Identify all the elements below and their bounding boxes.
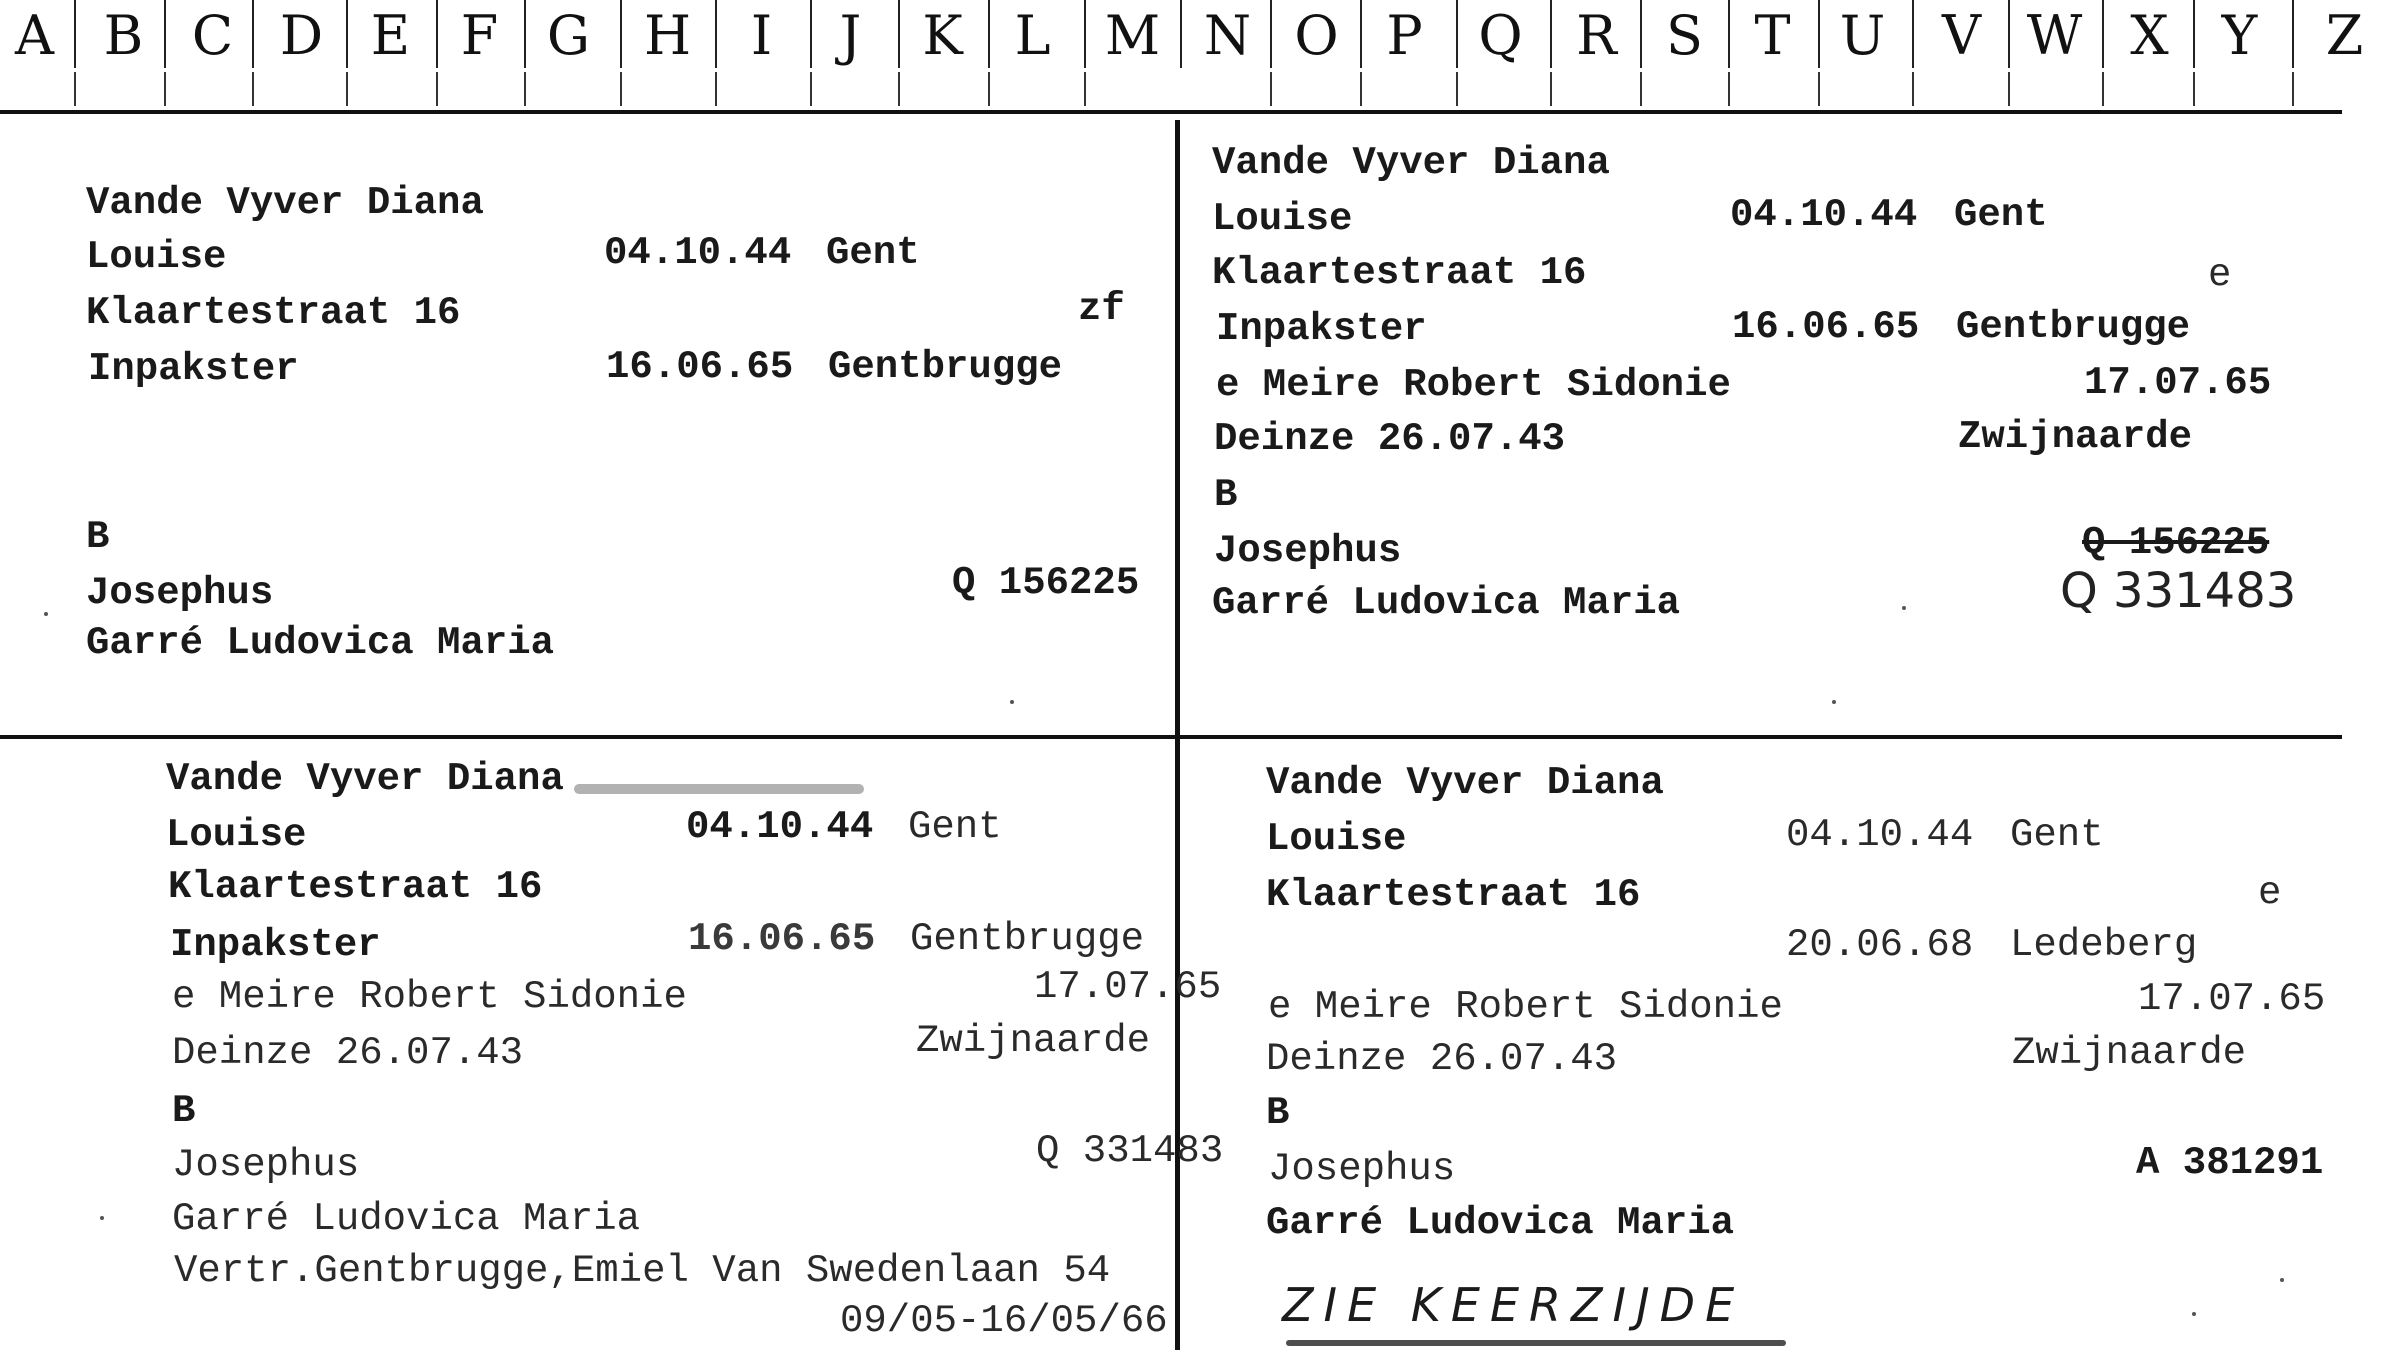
card-birth-place: Gent [908, 805, 1002, 849]
index-letter-v: V [1942, 4, 1981, 67]
letter-divider [1084, 0, 1086, 68]
card-name: Vande Vyver Diana [86, 181, 484, 225]
scan-speck [1832, 700, 1836, 704]
index-letter-d: D [279, 4, 324, 67]
card-letter: B [1214, 473, 1238, 517]
index-letter-t: T [1754, 4, 1791, 67]
letter-divider [524, 0, 526, 68]
tick-mark [2292, 72, 2294, 106]
card-registration-date: 20.06.68 [1786, 923, 1974, 967]
letter-divider [1360, 0, 1362, 68]
tick-mark [988, 72, 990, 106]
tick-mark [620, 72, 622, 106]
card-address: Klaartestraat 16 [1212, 251, 1587, 295]
letter-divider [1456, 0, 1458, 68]
card-mother: Garré Ludovica Maria [172, 1197, 641, 1241]
index-letter-n: N [1203, 4, 1252, 67]
card-given-name: Louise [1212, 197, 1353, 241]
card-marriage-place: Zwijnaarde [916, 1019, 1151, 1063]
index-letter-l: L [1014, 4, 1051, 67]
letter-divider [2102, 0, 2104, 68]
index-letter-k: K [922, 4, 963, 67]
tick-mark [1640, 72, 1642, 106]
card-father: Josephus [86, 571, 274, 615]
card-birth-date: 04.10.44 [604, 231, 792, 275]
card-registration-date: 16.06.65 [1732, 305, 1920, 349]
card-registration-place: Gentbrugge [828, 345, 1063, 389]
index-letter-z: Z [2325, 4, 2364, 67]
tick-mark [2102, 72, 2104, 106]
card-marriage-date: 17.07.65 [1034, 965, 1222, 1009]
card-father: Josephus [1268, 1147, 1456, 1191]
card-address: Klaartestraat 16 [168, 865, 543, 909]
scan-speck [2192, 1312, 2196, 1316]
scan-speck [2280, 1278, 2284, 1282]
letter-divider [988, 0, 990, 68]
card-registration-place: Gentbrugge [1956, 305, 2191, 349]
index-letter-x: X [2130, 4, 2169, 67]
card-letter: B [86, 515, 110, 559]
card-spouse-birth: Deinze 26.07.43 [172, 1031, 524, 1075]
card-mother: Garré Ludovica Maria [1266, 1201, 1735, 1245]
index-letter-s: S [1666, 4, 1703, 67]
card-occupation: Inpakster [1216, 307, 1427, 351]
tick-mark [1084, 72, 1086, 106]
tick-mark [810, 72, 812, 106]
card-marriage-date: 17.07.65 [2084, 361, 2272, 405]
letter-divider [436, 0, 438, 68]
letter-divider [164, 0, 166, 68]
index-letter-m: M [1104, 4, 1161, 67]
tick-mark [1912, 72, 1914, 106]
card-file-number: Q 331483 [2060, 563, 2297, 619]
tick-mark [1550, 72, 1552, 106]
tick-mark [524, 72, 526, 106]
index-letter-h: H [643, 4, 692, 67]
card-spouse: e Meire Robert Sidonie [1268, 985, 1783, 1029]
card-departure-dates: 09/05-16/05/66 [840, 1299, 1168, 1343]
index-letter-g: G [546, 4, 591, 67]
card-occupation: Inpakster [88, 347, 299, 391]
card-registration-date: 16.06.65 [688, 917, 876, 961]
card-registration-place: Ledeberg [2010, 923, 2198, 967]
card-given-name: Louise [166, 813, 307, 857]
letter-divider [74, 0, 76, 68]
card-birth-place: Gent [2010, 813, 2104, 857]
card-letter: B [172, 1089, 196, 1133]
card-address: Klaartestraat 16 [1266, 873, 1641, 917]
card-marriage-date: 17.07.65 [2138, 977, 2326, 1021]
card-birth-date: 04.10.44 [1730, 193, 1918, 237]
card-birth-date: 04.10.44 [686, 805, 874, 849]
tick-mark [2008, 72, 2010, 106]
letter-divider [810, 0, 812, 68]
index-letter-u: U [1839, 4, 1886, 67]
index-letter-r: R [1576, 4, 1617, 67]
card-old-file-number: Q 156225 [2082, 521, 2270, 565]
card-spouse-birth: Deinze 26.07.43 [1214, 417, 1566, 461]
letter-divider [1640, 0, 1642, 68]
card-mother: Garré Ludovica Maria [1212, 581, 1681, 625]
index-letter-o: O [1294, 4, 1339, 67]
index-letter-e: E [370, 4, 411, 67]
card-name: Vande Vyver Diana [1212, 141, 1610, 185]
tick-mark [898, 72, 900, 106]
scan-speck [1902, 606, 1906, 610]
card-marriage-place: Zwijnaarde [1958, 415, 2193, 459]
letter-divider [1270, 0, 1272, 68]
card-birth-place: Gent [826, 231, 920, 275]
index-letter-p: P [1386, 4, 1423, 67]
index-letter-f: F [460, 4, 499, 67]
tick-mark [1818, 72, 1820, 106]
card-spouse-birth: Deinze 26.07.43 [1266, 1037, 1618, 1081]
tick-mark [74, 72, 76, 106]
card-father: Josephus [172, 1143, 360, 1187]
card-code: zf [1078, 287, 1125, 331]
letter-divider [2292, 0, 2294, 68]
tick-mark [164, 72, 166, 106]
card-file-number: Q 156225 [952, 561, 1140, 605]
horizontal-card-divider [0, 735, 2342, 739]
letter-divider [1818, 0, 1820, 68]
ink-smudge [574, 784, 864, 794]
tick-mark [1456, 72, 1458, 106]
letter-divider [898, 0, 900, 68]
tick-mark [346, 72, 348, 106]
card-given-name: Louise [1266, 817, 1407, 861]
letter-divider [1728, 0, 1730, 68]
index-letter-w: W [2026, 4, 2083, 67]
card-code: e [2208, 253, 2232, 297]
letter-divider [1912, 0, 1914, 68]
tick-mark [252, 72, 254, 106]
tick-mark [1728, 72, 1730, 106]
index-letter-c: C [191, 4, 234, 67]
scan-speck [44, 612, 48, 616]
card-spouse: e Meire Robert Sidonie [1216, 363, 1731, 407]
card-registration-place: Gentbrugge [910, 917, 1145, 961]
scan-speck [100, 1216, 104, 1220]
pen-underline [1286, 1340, 1786, 1346]
letter-divider [620, 0, 622, 68]
tick-mark [436, 72, 438, 106]
letter-divider [252, 0, 254, 68]
card-father: Josephus [1214, 529, 1402, 573]
index-letter-q: Q [1478, 4, 1523, 67]
card-name: Vande Vyver Diana [1266, 761, 1664, 805]
letter-divider [1180, 0, 1182, 68]
index-letter-y: Y [2221, 4, 2258, 67]
index-letter-b: B [103, 4, 144, 67]
scan-speck [1010, 700, 1014, 704]
card-birth-place: Gent [1954, 193, 2048, 237]
card-given-name: Louise [86, 235, 227, 279]
letter-divider [2193, 0, 2195, 68]
card-code: e [2258, 871, 2282, 915]
letter-divider [1550, 0, 1552, 68]
index-letter-a: A [15, 4, 54, 67]
letter-divider [346, 0, 348, 68]
handwritten-note: ZIE KEERZIJDE [1282, 1278, 1745, 1332]
alphabet-index-strip [0, 0, 2364, 114]
card-address: Klaartestraat 16 [86, 291, 461, 335]
card-marriage-place: Zwijnaarde [2012, 1031, 2247, 1075]
card-name: Vande Vyver Diana [166, 757, 564, 801]
card-file-number: Q 331483 [1036, 1129, 1224, 1173]
tick-mark [1360, 72, 1362, 106]
tick-mark [715, 72, 717, 106]
card-departure: Vertr.Gentbrugge,Emiel Van Swedenlaan 54 [174, 1249, 1111, 1293]
tick-mark [1270, 72, 1272, 106]
index-letter-i: I [750, 4, 773, 67]
index-letter-j: J [839, 4, 862, 67]
card-letter: B [1266, 1091, 1290, 1135]
card-birth-date: 04.10.44 [1786, 813, 1974, 857]
card-registration-date: 16.06.65 [606, 345, 794, 389]
card-spouse: e Meire Robert Sidonie [172, 975, 687, 1019]
card-mother: Garré Ludovica Maria [86, 621, 555, 665]
card-file-number: A 381291 [2136, 1141, 2324, 1185]
letter-divider [2008, 0, 2010, 68]
card-occupation: Inpakster [170, 923, 381, 967]
tick-mark [2193, 72, 2195, 106]
letter-divider [715, 0, 717, 68]
